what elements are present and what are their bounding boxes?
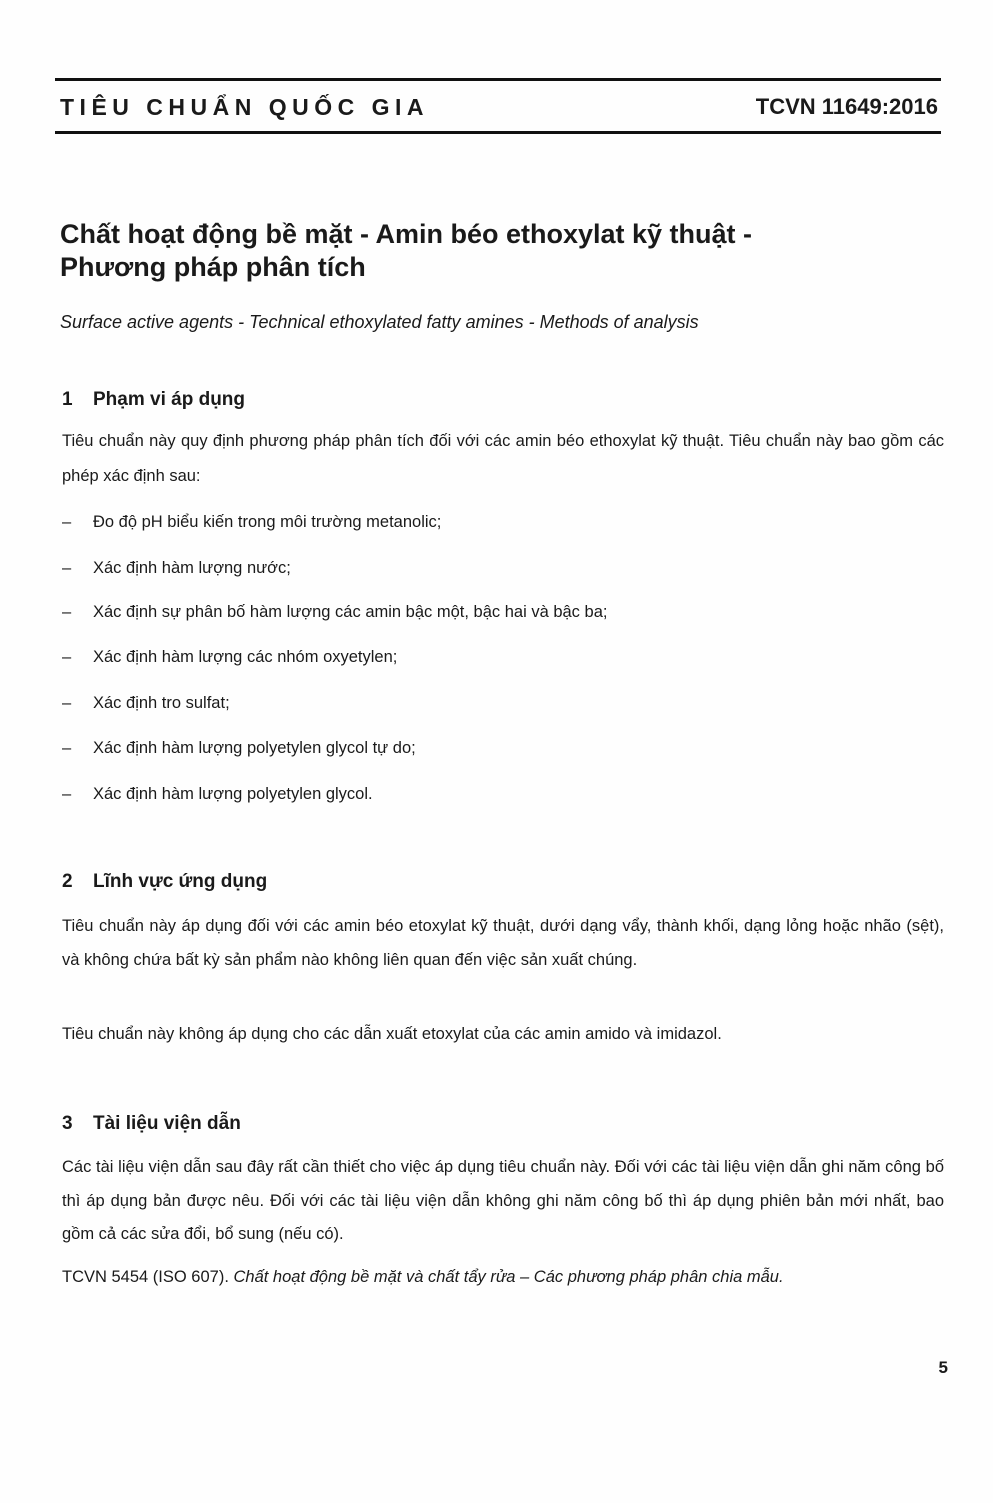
bullet-dash: – xyxy=(62,513,72,531)
section-title: Phạm vi áp dụng xyxy=(93,389,246,410)
section-title: Tài liệu viện dẫn xyxy=(93,1113,241,1134)
section-number: 1 xyxy=(62,389,73,410)
list-item xyxy=(62,785,373,804)
bullet-dash: – xyxy=(62,785,72,803)
section-1-heading xyxy=(62,389,245,411)
header-top-rule xyxy=(55,78,941,81)
title-line-1: Chất hoạt động bề mặt - Amin béo ethoxylat kỹ thuật - xyxy=(60,219,753,249)
section-3-paragraph: Các tài liệu viện dẫn sau đây rất cần thiết cho việc áp dụng tiêu chuẩn này. Đối với các tài liệu viện dẫn ghi năm công bố thì áp dụng bản được nêu. Đối với các tài liệu viện dẫn không ghi năm công bố thì áp dụng phiên bản mới nhất, bao gồm cả các sửa đổi, bổ sung (nếu có). xyxy=(62,1158,944,1243)
list-item xyxy=(62,513,441,532)
list-item xyxy=(62,648,397,667)
bullet-dash: – xyxy=(62,648,72,666)
section-1-intro: Tiêu chuẩn này quy định phương pháp phân tích đối với các amin béo ethoxylat kỹ thuật. Tiêu chuẩn này bao gồm các phép xác định sau: xyxy=(62,432,944,485)
header-bottom-rule xyxy=(55,131,941,134)
list-item-text: Đo độ pH biểu kiến trong môi trường metanolic; xyxy=(93,513,442,531)
bullet-dash: – xyxy=(62,603,72,621)
bullet-dash: – xyxy=(62,694,72,712)
section-2-heading xyxy=(62,871,267,893)
list-item-text: Xác định hàm lượng các nhóm oxyetylen; xyxy=(93,648,398,666)
list-item xyxy=(62,739,416,758)
normative-reference xyxy=(62,1260,944,1295)
section-3-heading xyxy=(62,1113,241,1135)
section-number: 2 xyxy=(62,871,73,892)
section-2-paragraph-1: Tiêu chuẩn này áp dụng đối với các amin béo etoxylat kỹ thuật, dưới dạng vẩy, thành khối, dạng lỏng hoặc nhão (sệt), và không chứa bất kỳ sản phẩm nào không liên quan đến việc sản xuất chúng. xyxy=(62,917,944,969)
list-item-text: Xác định tro sulfat; xyxy=(93,694,230,712)
page-number: 5 xyxy=(938,1358,948,1377)
title-line-2: Phương pháp phân tích xyxy=(60,252,366,282)
section-2-paragraph-2: Tiêu chuẩn này không áp dụng cho các dẫn xuất etoxylat của các amin amido và imidazol. xyxy=(62,1025,722,1043)
section-number: 3 xyxy=(62,1113,73,1134)
list-item-text: Xác định hàm lượng nước; xyxy=(93,559,291,577)
list-item xyxy=(62,559,291,578)
standard-series-label: TIÊU CHUẨN QUỐC GIA xyxy=(60,94,429,120)
list-item xyxy=(62,603,607,622)
english-title: Surface active agents - Technical ethoxylated fatty amines - Methods of analysis xyxy=(60,312,699,332)
list-item xyxy=(62,694,230,713)
standard-code: TCVN 11649:2016 xyxy=(755,94,938,119)
list-item-text: Xác định hàm lượng polyetylen glycol. xyxy=(93,785,373,803)
bullet-dash: – xyxy=(62,739,72,757)
list-item-text: Xác định hàm lượng polyetylen glycol tự do; xyxy=(93,739,416,757)
section-title: Lĩnh vực ứng dụng xyxy=(93,871,268,892)
list-item-text: Xác định sự phân bố hàm lượng các amin bậc một, bậc hai và bậc ba; xyxy=(93,603,608,621)
bullet-dash: – xyxy=(62,559,72,577)
reference-code: TCVN 5454 (ISO 607). xyxy=(62,1268,229,1286)
document-title xyxy=(60,218,940,284)
reference-title: Chất hoạt động bề mặt và chất tẩy rửa – Các phương pháp phân chia mẫu. xyxy=(233,1268,784,1286)
